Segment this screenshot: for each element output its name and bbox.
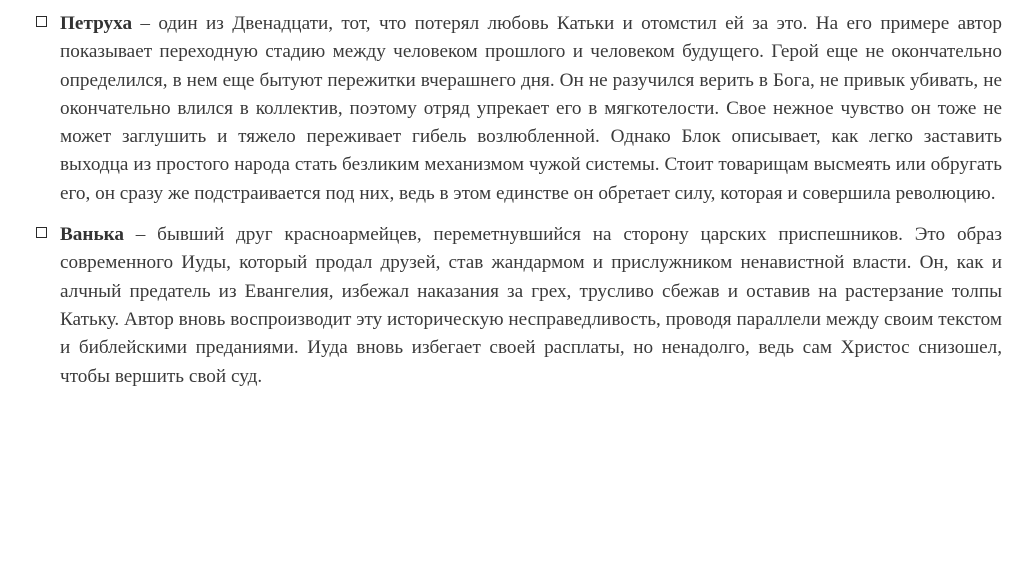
checkbox-bullet-icon [36, 16, 47, 27]
list-item-petrukha [36, 10, 1002, 208]
character-name: Ванька [60, 224, 124, 246]
paragraph [60, 10, 1002, 208]
character-description: – бывший друг красноармейцев, переметнувшийся на сторону царских приспешников. Это образ современного Иуды, который продал друзей, став жандармом и прислужником ненавистной власти. Он, как и алчный предатель из Евангелия, избежал наказания за грех, трусливо сбежав и оставив на растерзание толпы Катьку. Автор вновь воспроизводит эту историческую несправедливость, проводя параллели между своим текстом и библейскими преданиями. Иуда вновь избегает своей расплаты, но ненадолго, ведь сам Христос снизошел, чтобы вершить свой суд. [60, 224, 1002, 387]
checkbox-bullet-icon [36, 227, 47, 238]
bullet-list [36, 10, 1002, 404]
character-name: Петруха [60, 13, 133, 34]
character-description: – один из Двенадцати, тот, что потерял любовь Катьки и отомстил ей за это. На его примере автор показывает переходную стадию между человеком прошлого и человеком будущего. Герой еще не окончательно определился, в нем еще бытуют пережитки вчерашнего дня. Он не разучился верить в Бога, не привык убивать, не окончательно влился в коллектив, поэтому отряд упрекает его в мягкотелости. Свое нежное чувство он тоже не может заглушить и тяжело переживает гибель возлюбленной. Однако Блок описывает, как легко заставить выходца из простого народа стать безликим механизмом чужой системы. Стоит товарищам высмеять или обругать его, он сразу же подстраивается под них, ведь в этом единстве он обретает силу, которая и совершила революцию. [60, 13, 1002, 204]
paragraph [60, 221, 1002, 391]
list-item-vanka [36, 221, 1002, 391]
